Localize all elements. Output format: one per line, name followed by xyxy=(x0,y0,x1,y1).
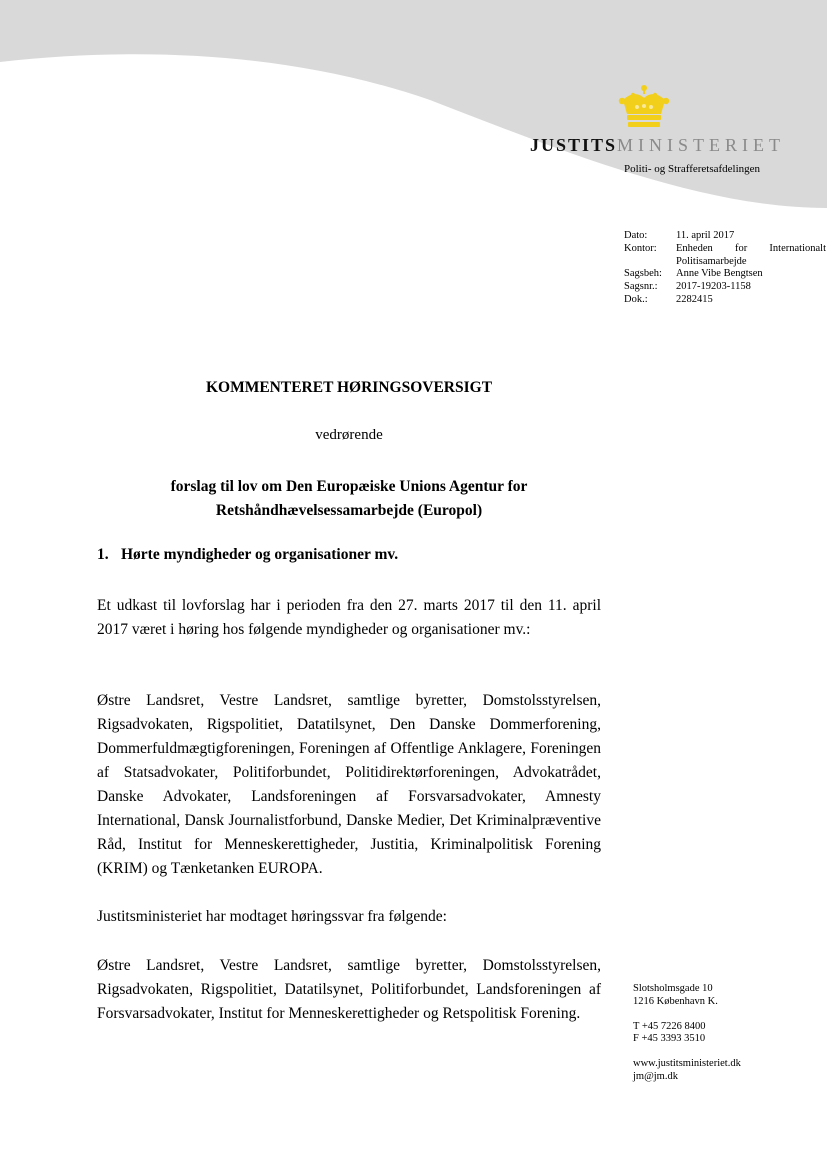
section-heading xyxy=(97,546,398,564)
header-wave-decoration xyxy=(0,0,827,215)
document-title: KOMMENTERET HØRINGSOVERSIGT xyxy=(205,379,493,396)
ministry-logo-wordmark xyxy=(530,135,785,156)
paragraph-consulted-list: Østre Landsret, Vestre Landsret, samtlige byretter, Domstolsstyrelsen, Rigsadvokaten, Rigspolitiet, Datatilsynet, Den Danske Dommerforening, Dommerfuldmægtigforeningen, Foreningen af Offentlige Anklagere, Foreningen af Statsadvokater, Politiforbundet, Politidirektørforeningen, Advokatrådet, Danske Advokater, Landsforeningen af Forsvarsadvokater, Amnesty International, Dansk Journalistforbund, Danske Medier, Det Kriminalpræventive Råd, Institut for Menneskerettigheder, Justitia, Kriminalpolitisk Forening (KRIM) og Tænketanken EUROPA. xyxy=(97,692,601,877)
paragraph-responses-intro: Justitsministeriet har modtaget høringssvar fra følgende: xyxy=(97,908,447,925)
document-metadata xyxy=(624,230,826,307)
meta-value: Enheden for Internationalt Politisamarbejde xyxy=(676,242,826,267)
contact-footer xyxy=(633,983,741,1084)
meta-key: Dok.: xyxy=(624,293,648,305)
paragraph-responders-list: Østre Landsret, Vestre Landsret, samtlige byretter, Domstolsstyrelsen, Rigsadvokaten, Rigspolitiet, Datatilsynet, Politiforbundet, Landsforeningen af Forsvarsadvokater, Institut for Menneskerettigheder og Retspolitisk Forening. xyxy=(97,957,601,1022)
crown-icon xyxy=(617,84,671,130)
meta-key: Sagsbeh: xyxy=(624,268,662,280)
website-link[interactable]: www.justitsministeriet.dk xyxy=(633,1058,741,1070)
meta-row-document-number xyxy=(624,294,826,307)
meta-value: 2282415 xyxy=(676,293,713,305)
fax-number: F +45 3393 3510 xyxy=(633,1033,706,1045)
document-subtitle: vedrørende xyxy=(315,427,383,443)
phone-number: T +45 7226 8400 xyxy=(633,1020,706,1032)
meta-row-case-number xyxy=(624,281,826,294)
meta-row-date xyxy=(624,230,826,243)
address-line: Slotsholmsgade 10 xyxy=(633,983,713,994)
meta-value: 11. april 2017 xyxy=(676,230,735,241)
email-link[interactable]: jm@jm.dk xyxy=(633,1070,678,1082)
law-title: forslag til lov om Den Europæiske Unions Agentur for Retshåndhævelsessamarbejde (Europol) xyxy=(170,478,528,519)
logo-word-bold: JUSTITS xyxy=(530,135,618,155)
meta-key: Dato: xyxy=(624,230,648,241)
meta-value: 2017-19203-1158 xyxy=(676,281,751,293)
section-number: 1. xyxy=(97,546,109,563)
meta-value: Anne Vibe Bengtsen xyxy=(676,268,763,280)
department-name: Politi- og Strafferetsafdelingen xyxy=(624,163,761,175)
meta-key: Kontor: xyxy=(624,242,657,254)
meta-row-office xyxy=(624,243,826,269)
section-heading-text: Hørte myndigheder og organisationer mv. xyxy=(121,546,399,563)
logo-word-light: MINISTERIET xyxy=(617,135,786,155)
meta-row-caseworker xyxy=(624,268,826,281)
address-line: 1216 København K. xyxy=(633,995,718,1007)
paragraph-intro: Et udkast til lovforslag har i perioden fra den 27. marts 2017 til den 11. april 2017 været i høring hos følgende myndigheder og organisationer mv.: xyxy=(97,597,601,638)
meta-key: Sagsnr.: xyxy=(624,281,658,293)
